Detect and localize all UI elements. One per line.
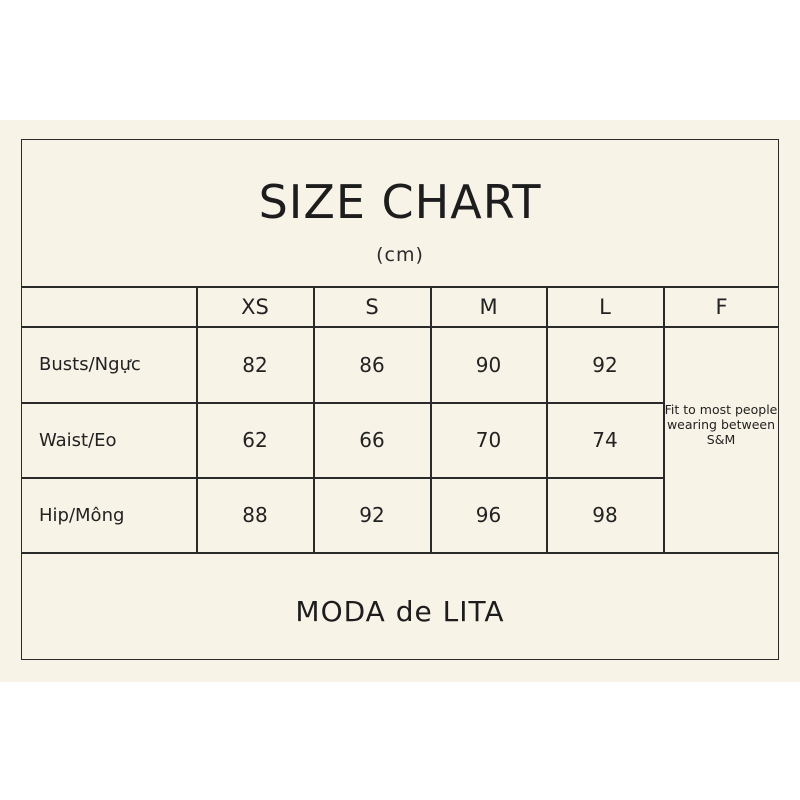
table-cell: 62 xyxy=(242,428,268,452)
grid-line-bottom xyxy=(21,552,779,554)
table-cell: 98 xyxy=(592,503,618,527)
size-header-xs: XS xyxy=(241,294,269,319)
table-cell: 82 xyxy=(242,352,268,377)
size-header-l: L xyxy=(599,294,611,319)
row-label-busts: Busts/Ngực xyxy=(39,354,141,375)
size-chart-card xyxy=(0,120,800,682)
table-cell: 92 xyxy=(359,503,385,527)
page-title: SIZE CHART xyxy=(258,175,542,229)
table-cell: 92 xyxy=(592,352,618,377)
table-cell: 96 xyxy=(475,503,502,527)
table-cell: 90 xyxy=(475,352,502,377)
free-size-note: Fit to most people wearing between S&M xyxy=(664,402,778,447)
table-cell: 88 xyxy=(242,503,268,527)
brand-name: MODA de LITA xyxy=(295,595,505,628)
table-cell: 86 xyxy=(359,352,385,377)
row-label-hip: Hip/Mông xyxy=(39,504,125,526)
size-header-m: M xyxy=(479,294,498,319)
size-header-f: F xyxy=(715,294,728,319)
size-header-s: S xyxy=(365,294,379,319)
table-cell: 74 xyxy=(592,428,618,452)
unit-label: (cm) xyxy=(376,244,424,266)
table-cell: 70 xyxy=(475,428,502,452)
row-label-waist: Waist/Eo xyxy=(39,429,117,451)
table-cell: 66 xyxy=(359,428,385,452)
